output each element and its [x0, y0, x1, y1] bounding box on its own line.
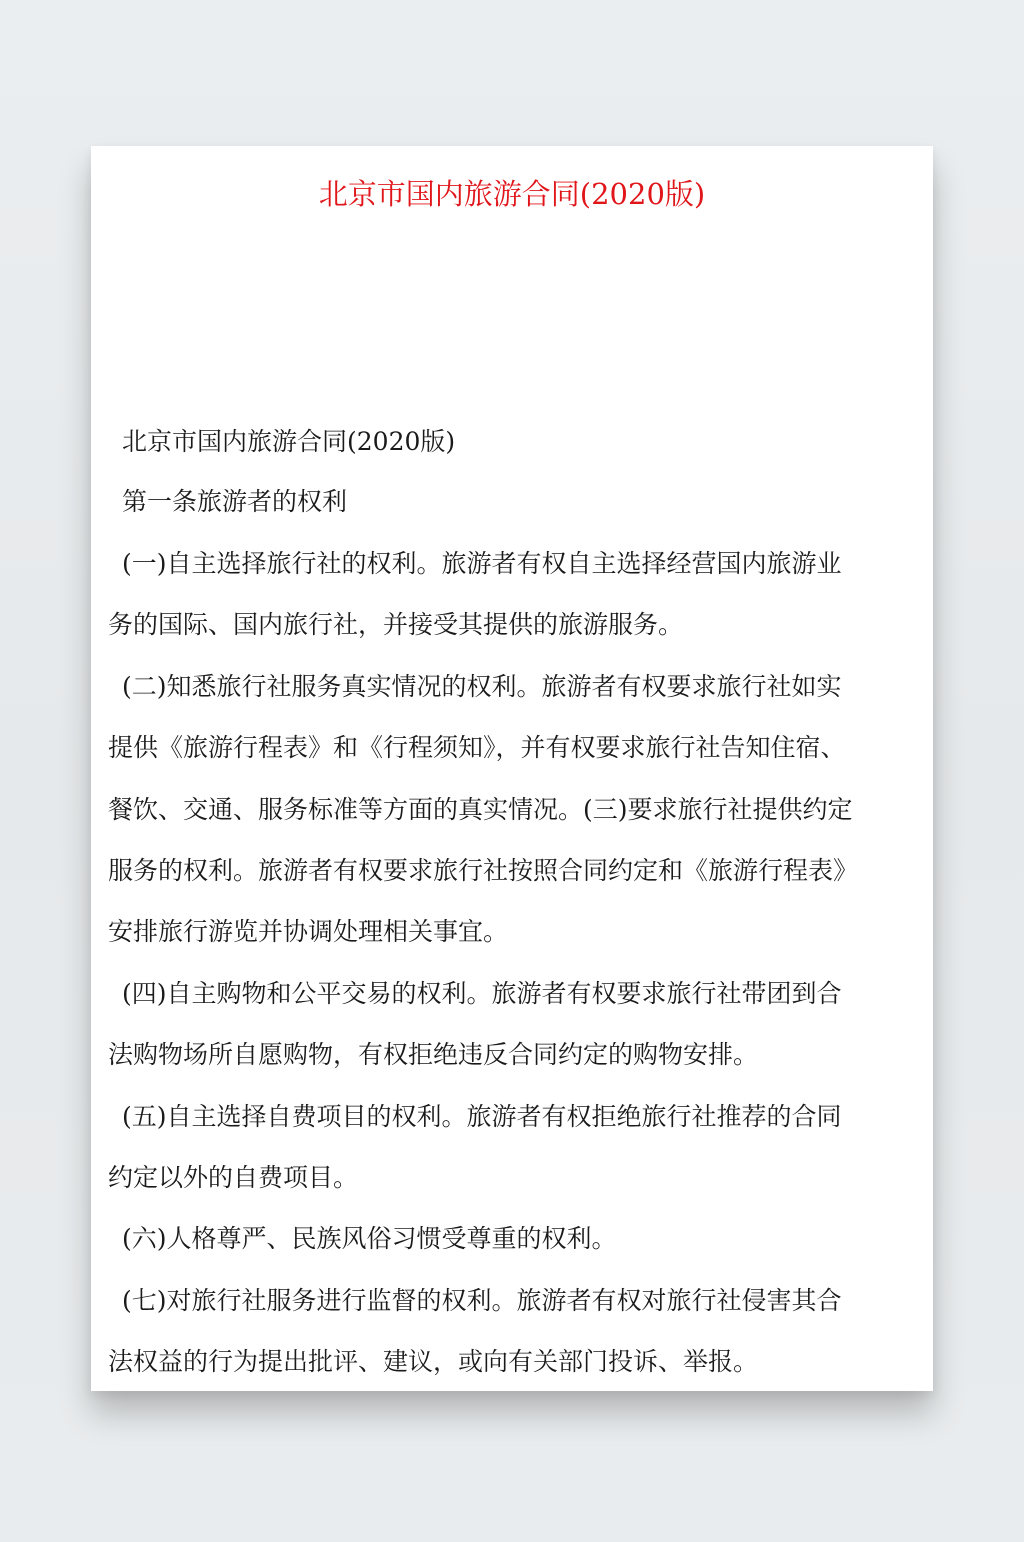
body-line-4a: (四)自主购物和公平交易的权利。旅游者有权要求旅行社带团到合 — [122, 979, 842, 1008]
body-line-1a: (一)自主选择旅行社的权利。旅游者有权自主选择经营国内旅游业 — [122, 549, 842, 578]
body-line-7b: 法权益的行为提出批评、建议，或向有关部门投诉、举报。 — [108, 1347, 759, 1376]
body-line-4b: 法购物场所自愿购物，有权拒绝违反合同约定的购物安排。 — [108, 1040, 759, 1069]
body-line-6: (六)人格尊严、民族风俗习惯受尊重的权利。 — [122, 1224, 617, 1253]
body-line-7a: (七)对旅行社服务进行监督的权利。旅游者有权对旅行社侵害其合 — [122, 1286, 842, 1315]
document-title: 北京市国内旅游合同(2020版) — [318, 177, 706, 211]
body-line-2c: 餐饮、交通、服务标准等方面的真实情况。(三)要求旅行社提供约定 — [108, 795, 853, 824]
body-line-5b: 约定以外的自费项目。 — [108, 1163, 359, 1192]
body-line-3b: 安排旅行游览并协调处理相关事宜。 — [108, 917, 509, 946]
body-line-5a: (五)自主选择自费项目的权利。旅游者有权拒绝旅行社推荐的合同 — [122, 1102, 842, 1131]
body-line-1b: 务的国际、国内旅行社，并接受其提供的旅游服务。 — [108, 610, 684, 639]
body-line-3a: 服务的权利。旅游者有权要求旅行社按照合同约定和《旅游行程表》 — [108, 856, 859, 885]
document-page — [91, 146, 933, 1391]
body-line-article-title: 第一条旅游者的权利 — [122, 487, 348, 516]
body-line-heading: 北京市国内旅游合同(2020版) — [122, 427, 456, 456]
body-line-2b: 提供《旅游行程表》和《行程须知》，并有权要求旅行社告知住宿、 — [108, 733, 846, 762]
body-line-2a: (二)知悉旅行社服务真实情况的权利。旅游者有权要求旅行社如实 — [122, 672, 842, 701]
